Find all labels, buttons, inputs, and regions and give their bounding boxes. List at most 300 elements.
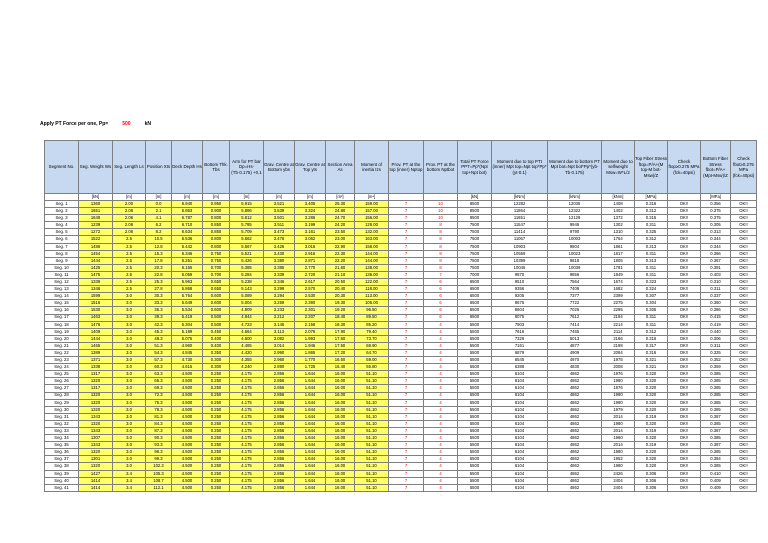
- data-cell[interactable]: 1320: [79, 406, 113, 413]
- segment-name-cell[interactable]: Seg. 36: [45, 449, 79, 456]
- data-cell[interactable]: 0.250: [203, 449, 230, 456]
- data-cell[interactable]: 7: [389, 335, 424, 342]
- data-cell[interactable]: 4: [424, 385, 458, 392]
- data-cell[interactable]: 7: [389, 300, 424, 307]
- data-cell[interactable]: 10.5: [146, 236, 172, 243]
- data-cell[interactable]: 4: [424, 428, 458, 435]
- data-cell[interactable]: 69.90: [355, 342, 389, 349]
- data-cell[interactable]: 0.750: [203, 257, 230, 264]
- data-cell[interactable]: 7: [389, 257, 424, 264]
- data-cell[interactable]: 0.306: [701, 335, 731, 342]
- check-cell[interactable]: OK!!: [731, 271, 757, 278]
- data-cell[interactable]: 1320: [79, 392, 113, 399]
- data-cell[interactable]: 3.0: [113, 420, 146, 427]
- data-cell[interactable]: 3.430: [264, 250, 295, 257]
- segment-name-cell[interactable]: Seg. 6: [45, 236, 79, 243]
- data-cell[interactable]: 11864: [492, 208, 548, 215]
- data-cell[interactable]: 1317: [79, 385, 113, 392]
- data-cell[interactable]: 112.1: [146, 484, 172, 491]
- data-cell[interactable]: 0.306: [635, 484, 668, 491]
- data-cell[interactable]: 1.644: [295, 484, 326, 491]
- data-cell[interactable]: 7: [389, 307, 424, 314]
- data-cell[interactable]: 3.0: [113, 399, 146, 406]
- data-cell[interactable]: 79.40: [355, 328, 389, 335]
- data-cell[interactable]: 4.500: [172, 484, 203, 491]
- data-cell[interactable]: 7: [389, 413, 424, 420]
- data-cell[interactable]: 0.316: [635, 335, 668, 342]
- data-cell[interactable]: 0.385: [701, 435, 731, 442]
- data-cell[interactable]: 17.50: [326, 342, 355, 349]
- data-cell[interactable]: 0.850: [203, 222, 230, 229]
- data-cell[interactable]: 2.5: [113, 236, 146, 243]
- data-cell[interactable]: 0.311: [635, 321, 668, 328]
- data-cell[interactable]: 4.730: [172, 357, 203, 364]
- data-cell[interactable]: 39.3: [146, 314, 172, 321]
- data-cell[interactable]: 0.800: [203, 243, 230, 250]
- data-cell[interactable]: 3.0: [113, 371, 146, 378]
- data-cell[interactable]: 7: [389, 435, 424, 442]
- data-cell[interactable]: 5500: [458, 477, 492, 484]
- data-cell[interactable]: 5500: [458, 321, 492, 328]
- data-cell[interactable]: 0.320: [635, 385, 668, 392]
- data-cell[interactable]: 6879: [492, 349, 548, 356]
- data-cell[interactable]: 0.850: [203, 229, 230, 236]
- segment-name-cell[interactable]: Seg. 35: [45, 442, 79, 449]
- data-cell[interactable]: 17.90: [326, 328, 355, 335]
- data-cell[interactable]: 16.00: [326, 392, 355, 399]
- data-cell[interactable]: 3.0: [113, 449, 146, 456]
- data-cell[interactable]: 5500: [458, 456, 492, 463]
- check-cell[interactable]: OK!!: [668, 378, 701, 385]
- segment-name-cell[interactable]: Seg. 17: [45, 314, 79, 321]
- data-cell[interactable]: 2399: [602, 293, 635, 300]
- data-cell[interactable]: 6.940: [172, 201, 203, 208]
- data-cell[interactable]: 16.00: [326, 378, 355, 385]
- data-cell[interactable]: 16.00: [326, 484, 355, 491]
- data-cell[interactable]: 20.30: [326, 293, 355, 300]
- check-cell[interactable]: OK!!: [668, 321, 701, 328]
- data-cell[interactable]: 6: [424, 314, 458, 321]
- data-cell[interactable]: 2295: [602, 307, 635, 314]
- data-cell[interactable]: 4862: [548, 392, 602, 399]
- data-cell[interactable]: 6104: [492, 406, 548, 413]
- segment-name-cell[interactable]: Seg. 9: [45, 257, 79, 264]
- check-cell[interactable]: OK!!: [731, 208, 757, 215]
- data-cell[interactable]: 4862: [548, 413, 602, 420]
- data-cell[interactable]: 138.00: [355, 264, 389, 271]
- data-cell[interactable]: 2.856: [264, 463, 295, 470]
- data-cell[interactable]: 16.00: [326, 442, 355, 449]
- data-cell[interactable]: 9818: [548, 257, 602, 264]
- data-cell[interactable]: 3.380: [264, 257, 295, 264]
- data-cell[interactable]: 2404: [602, 477, 635, 484]
- data-cell[interactable]: 2.301: [295, 307, 326, 314]
- data-cell[interactable]: 12.8: [146, 243, 172, 250]
- data-cell[interactable]: 1516: [79, 300, 113, 307]
- check-cell[interactable]: OK!!: [668, 435, 701, 442]
- data-cell[interactable]: 0.250: [203, 371, 230, 378]
- data-cell[interactable]: 5500: [458, 392, 492, 399]
- data-cell[interactable]: 3.521: [264, 201, 295, 208]
- data-cell[interactable]: 1.644: [295, 449, 326, 456]
- data-cell[interactable]: 2.856: [264, 449, 295, 456]
- data-cell[interactable]: 1.644: [295, 463, 326, 470]
- data-cell[interactable]: 4: [424, 449, 458, 456]
- data-cell[interactable]: 1979: [602, 406, 635, 413]
- data-cell[interactable]: 6104: [492, 420, 548, 427]
- check-cell[interactable]: OK!!: [668, 406, 701, 413]
- segment-name-cell[interactable]: Seg. 12: [45, 279, 79, 286]
- data-cell[interactable]: 2.856: [264, 413, 295, 420]
- data-cell[interactable]: 1651: [79, 208, 113, 215]
- data-cell[interactable]: 5.963: [172, 279, 203, 286]
- data-cell[interactable]: 4.500: [172, 470, 203, 477]
- data-cell[interactable]: 3.014: [264, 342, 295, 349]
- check-cell[interactable]: OK!!: [731, 229, 757, 236]
- data-cell[interactable]: 0.316: [635, 201, 668, 208]
- data-cell[interactable]: 51.10: [355, 463, 389, 470]
- data-cell[interactable]: 1849: [602, 271, 635, 278]
- data-cell[interactable]: 63.3: [146, 371, 172, 378]
- data-cell[interactable]: 7: [389, 477, 424, 484]
- segment-name-cell[interactable]: Seg. 34: [45, 435, 79, 442]
- data-cell[interactable]: 1402: [602, 208, 635, 215]
- data-cell[interactable]: 0.311: [635, 250, 668, 257]
- data-cell[interactable]: 2114: [602, 328, 635, 335]
- data-cell[interactable]: 7: [389, 470, 424, 477]
- data-cell[interactable]: 6.059: [172, 271, 203, 278]
- data-cell[interactable]: 2.5: [113, 250, 146, 257]
- data-cell[interactable]: 4: [424, 392, 458, 399]
- data-cell[interactable]: 8604: [492, 307, 548, 314]
- data-cell[interactable]: 7: [389, 392, 424, 399]
- data-cell[interactable]: 51.10: [355, 442, 389, 449]
- data-cell[interactable]: 11547: [492, 222, 548, 229]
- data-cell[interactable]: 6104: [492, 463, 548, 470]
- check-cell[interactable]: OK!!: [668, 392, 701, 399]
- data-cell[interactable]: 4: [424, 328, 458, 335]
- data-cell[interactable]: 2194: [602, 314, 635, 321]
- data-cell[interactable]: 17.60: [326, 335, 355, 342]
- segment-name-cell[interactable]: Seg. 18: [45, 321, 79, 328]
- data-cell[interactable]: 0.313: [635, 257, 668, 264]
- data-cell[interactable]: 4862: [548, 477, 602, 484]
- data-cell[interactable]: 3.0: [113, 300, 146, 307]
- data-cell[interactable]: 3.0: [113, 428, 146, 435]
- data-cell[interactable]: 4.500: [172, 449, 203, 456]
- data-cell[interactable]: 0.359: [701, 364, 731, 371]
- data-cell[interactable]: 8500: [458, 201, 492, 208]
- data-cell[interactable]: 4: [424, 463, 458, 470]
- data-cell[interactable]: 7: [389, 385, 424, 392]
- data-cell[interactable]: 8: [424, 264, 458, 271]
- data-cell[interactable]: 7500: [458, 243, 492, 250]
- data-cell[interactable]: 6: [424, 293, 458, 300]
- data-cell[interactable]: 4: [424, 342, 458, 349]
- data-cell[interactable]: 0.300: [203, 364, 230, 371]
- data-cell[interactable]: 3.324: [295, 208, 326, 215]
- data-cell[interactable]: 1444: [79, 335, 113, 342]
- data-cell[interactable]: 4: [424, 349, 458, 356]
- data-cell[interactable]: 0.250: [203, 399, 230, 406]
- data-cell[interactable]: 93.3: [146, 442, 172, 449]
- segment-name-cell[interactable]: Seg. 8: [45, 250, 79, 257]
- data-cell[interactable]: 5500: [458, 328, 492, 335]
- check-cell[interactable]: OK!!: [668, 293, 701, 300]
- check-cell[interactable]: OK!!: [731, 463, 757, 470]
- data-cell[interactable]: 5500: [458, 420, 492, 427]
- data-cell[interactable]: 3.385: [264, 264, 295, 271]
- check-cell[interactable]: OK!!: [668, 349, 701, 356]
- data-cell[interactable]: 1.993: [295, 335, 326, 342]
- data-cell[interactable]: 7612: [548, 314, 602, 321]
- data-cell[interactable]: 5500: [458, 470, 492, 477]
- data-cell[interactable]: 0.325: [635, 229, 668, 236]
- data-cell[interactable]: 0.700: [203, 264, 230, 271]
- data-cell[interactable]: 6104: [492, 435, 548, 442]
- data-cell[interactable]: 159.00: [355, 201, 389, 208]
- data-cell[interactable]: 4.175: [230, 399, 264, 406]
- data-cell[interactable]: 1.644: [295, 378, 326, 385]
- data-cell[interactable]: 4.175: [230, 406, 264, 413]
- data-cell[interactable]: 1.644: [295, 399, 326, 406]
- data-cell[interactable]: 4862: [548, 420, 602, 427]
- data-cell[interactable]: 1682: [602, 286, 635, 293]
- check-cell[interactable]: OK!!: [731, 349, 757, 356]
- data-cell[interactable]: 11651: [492, 215, 548, 222]
- data-cell[interactable]: 0.310: [701, 279, 731, 286]
- segment-name-cell[interactable]: Seg. 27: [45, 385, 79, 392]
- data-cell[interactable]: 1980: [602, 449, 635, 456]
- data-cell[interactable]: 4.500: [172, 442, 203, 449]
- data-cell[interactable]: 5500: [458, 342, 492, 349]
- data-cell[interactable]: 0.387: [701, 413, 731, 420]
- data-cell[interactable]: 1764: [602, 236, 635, 243]
- data-cell[interactable]: 3.0: [113, 385, 146, 392]
- data-cell[interactable]: 7722: [548, 300, 602, 307]
- data-cell[interactable]: 2014: [602, 442, 635, 449]
- data-cell[interactable]: 5.304: [172, 321, 203, 328]
- data-cell[interactable]: 10023: [548, 250, 602, 257]
- data-cell[interactable]: 2.890: [264, 364, 295, 371]
- data-cell[interactable]: 0.450: [203, 328, 230, 335]
- data-cell[interactable]: 113.00: [355, 293, 389, 300]
- data-cell[interactable]: 16.00: [326, 420, 355, 427]
- data-cell[interactable]: 69.3: [146, 385, 172, 392]
- data-cell[interactable]: 144.00: [355, 257, 389, 264]
- data-cell[interactable]: 96.50: [355, 307, 389, 314]
- data-cell[interactable]: 4: [424, 442, 458, 449]
- data-cell[interactable]: 64.70: [355, 349, 389, 356]
- data-cell[interactable]: 0.403: [701, 271, 731, 278]
- check-cell[interactable]: OK!!: [731, 321, 757, 328]
- segment-name-cell[interactable]: Seg. 40: [45, 477, 79, 484]
- check-cell[interactable]: OK!!: [668, 420, 701, 427]
- data-cell[interactable]: 7: [389, 250, 424, 257]
- data-cell[interactable]: 5500: [458, 357, 492, 364]
- data-cell[interactable]: 51.10: [355, 456, 389, 463]
- check-cell[interactable]: OK!!: [668, 271, 701, 278]
- data-cell[interactable]: 24.70: [326, 215, 355, 222]
- check-cell[interactable]: OK!!: [731, 364, 757, 371]
- data-cell[interactable]: 5.567: [230, 243, 264, 250]
- check-cell[interactable]: OK!!: [668, 385, 701, 392]
- data-cell[interactable]: 2.990: [264, 349, 295, 356]
- data-cell[interactable]: 0.250: [203, 385, 230, 392]
- data-cell[interactable]: 144.00: [355, 250, 389, 257]
- data-cell[interactable]: 8500: [458, 215, 492, 222]
- data-cell[interactable]: 0.385: [701, 406, 731, 413]
- data-cell[interactable]: 7: [389, 357, 424, 364]
- check-cell[interactable]: OK!!: [668, 463, 701, 470]
- data-cell[interactable]: 4.175: [230, 477, 264, 484]
- segment-name-cell[interactable]: Seg. 26: [45, 378, 79, 385]
- segment-name-cell[interactable]: Seg. 5: [45, 229, 79, 236]
- data-cell[interactable]: 0.320: [635, 420, 668, 427]
- data-cell[interactable]: 1.644: [295, 392, 326, 399]
- data-cell[interactable]: 2.570: [295, 286, 326, 293]
- segment-name-cell[interactable]: Seg. 11: [45, 271, 79, 278]
- data-cell[interactable]: 90.3: [146, 435, 172, 442]
- data-cell[interactable]: 0.320: [635, 378, 668, 385]
- data-cell[interactable]: 1301: [79, 456, 113, 463]
- data-cell[interactable]: 2014: [602, 413, 635, 420]
- data-cell[interactable]: 0.500: [203, 314, 230, 321]
- data-cell[interactable]: 0.250: [203, 392, 230, 399]
- data-cell[interactable]: 12129: [548, 215, 602, 222]
- data-cell[interactable]: 3.0: [113, 349, 146, 356]
- data-cell[interactable]: 4.500: [172, 420, 203, 427]
- data-cell[interactable]: 0.344: [701, 243, 731, 250]
- data-cell[interactable]: 5.521: [230, 250, 264, 257]
- data-cell[interactable]: 6: [424, 300, 458, 307]
- check-cell[interactable]: OK!!: [668, 484, 701, 491]
- data-cell[interactable]: 0.313: [701, 229, 731, 236]
- data-cell[interactable]: 51.10: [355, 484, 389, 491]
- check-cell[interactable]: OK!!: [731, 215, 757, 222]
- data-cell[interactable]: 126.00: [355, 222, 389, 229]
- data-cell[interactable]: 7: [389, 208, 424, 215]
- check-cell[interactable]: OK!!: [731, 428, 757, 435]
- data-cell[interactable]: 3.4: [113, 477, 146, 484]
- data-cell[interactable]: 1444: [79, 257, 113, 264]
- data-cell[interactable]: 0.320: [635, 399, 668, 406]
- data-cell[interactable]: 1.644: [295, 406, 326, 413]
- data-cell[interactable]: 10559: [492, 250, 548, 257]
- data-cell[interactable]: 4.175: [230, 442, 264, 449]
- data-cell[interactable]: 132.00: [355, 229, 389, 236]
- data-cell[interactable]: 3.0: [113, 463, 146, 470]
- data-cell[interactable]: 5500: [458, 484, 492, 491]
- data-cell[interactable]: 6.2: [146, 222, 172, 229]
- data-cell[interactable]: 4862: [548, 371, 602, 378]
- data-cell[interactable]: 7161: [492, 342, 548, 349]
- data-cell[interactable]: 3.0: [113, 378, 146, 385]
- data-cell[interactable]: 3.299: [264, 286, 295, 293]
- data-cell[interactable]: 24.80: [326, 208, 355, 215]
- data-cell[interactable]: 7564: [548, 279, 602, 286]
- data-cell[interactable]: 1371: [79, 357, 113, 364]
- segment-name-cell[interactable]: Seg. 7: [45, 243, 79, 250]
- data-cell[interactable]: 1343: [79, 413, 113, 420]
- data-cell[interactable]: 1486: [79, 243, 113, 250]
- data-cell[interactable]: 157.00: [355, 208, 389, 215]
- data-cell[interactable]: 1320: [79, 378, 113, 385]
- data-cell[interactable]: 3.426: [264, 243, 295, 250]
- data-cell[interactable]: 2.5: [113, 286, 146, 293]
- data-cell[interactable]: 1320: [79, 449, 113, 456]
- check-cell[interactable]: OK!!: [668, 300, 701, 307]
- data-cell[interactable]: 21.10: [326, 271, 355, 278]
- segment-name-cell[interactable]: Seg. 22: [45, 349, 79, 356]
- check-cell[interactable]: OK!!: [731, 293, 757, 300]
- data-cell[interactable]: 10045: [492, 264, 548, 271]
- check-cell[interactable]: OK!!: [668, 357, 701, 364]
- data-cell[interactable]: 16.00: [326, 399, 355, 406]
- data-cell[interactable]: 87.3: [146, 428, 172, 435]
- data-cell[interactable]: 7: [389, 420, 424, 427]
- data-cell[interactable]: 2.5: [113, 264, 146, 271]
- data-cell[interactable]: 3.082: [264, 335, 295, 342]
- data-cell[interactable]: 7: [424, 271, 458, 278]
- data-cell[interactable]: 2.158: [295, 321, 326, 328]
- data-cell[interactable]: 9356: [492, 286, 548, 293]
- data-cell[interactable]: 81.3: [146, 413, 172, 420]
- data-cell[interactable]: 0.306: [635, 470, 668, 477]
- data-cell[interactable]: 5.426: [230, 257, 264, 264]
- data-cell[interactable]: 1980: [602, 463, 635, 470]
- data-cell[interactable]: 0.321: [635, 364, 668, 371]
- data-cell[interactable]: 3.0: [113, 406, 146, 413]
- data-cell[interactable]: 0.600: [203, 293, 230, 300]
- data-cell[interactable]: 6104: [492, 456, 548, 463]
- data-cell[interactable]: 12282: [492, 201, 548, 208]
- data-cell[interactable]: 7326: [492, 335, 548, 342]
- data-cell[interactable]: 1674: [602, 279, 635, 286]
- data-cell[interactable]: 3.476: [264, 236, 295, 243]
- check-cell[interactable]: OK!!: [731, 420, 757, 427]
- data-cell[interactable]: 4: [424, 484, 458, 491]
- segment-name-cell[interactable]: Seg. 32: [45, 420, 79, 427]
- data-cell[interactable]: 1980: [602, 420, 635, 427]
- data-cell[interactable]: 1648: [79, 215, 113, 222]
- data-cell[interactable]: 1980: [602, 378, 635, 385]
- data-cell[interactable]: 9856: [548, 271, 602, 278]
- data-cell[interactable]: 0.305: [701, 222, 731, 229]
- data-cell[interactable]: 0.319: [635, 442, 668, 449]
- data-cell[interactable]: 4.500: [172, 371, 203, 378]
- check-cell[interactable]: OK!!: [731, 470, 757, 477]
- data-cell[interactable]: 27.8: [146, 286, 172, 293]
- data-cell[interactable]: 4862: [548, 406, 602, 413]
- data-cell[interactable]: 122.00: [355, 279, 389, 286]
- data-cell[interactable]: 0.650: [203, 279, 230, 286]
- data-cell[interactable]: 1463: [79, 314, 113, 321]
- data-cell[interactable]: 2.00: [113, 201, 146, 208]
- data-cell[interactable]: 0.337: [701, 293, 731, 300]
- data-cell[interactable]: 8.2: [146, 229, 172, 236]
- check-cell[interactable]: OK!!: [668, 342, 701, 349]
- data-cell[interactable]: 0.311: [701, 286, 731, 293]
- data-cell[interactable]: 2.5: [113, 257, 146, 264]
- data-cell[interactable]: 16.00: [326, 406, 355, 413]
- segment-name-cell[interactable]: Seg. 39: [45, 470, 79, 477]
- check-cell[interactable]: OK!!: [668, 222, 701, 229]
- data-cell[interactable]: 6: [424, 286, 458, 293]
- data-cell[interactable]: 6.710: [172, 222, 203, 229]
- data-cell[interactable]: 3.346: [264, 279, 295, 286]
- data-cell[interactable]: 1599: [79, 293, 113, 300]
